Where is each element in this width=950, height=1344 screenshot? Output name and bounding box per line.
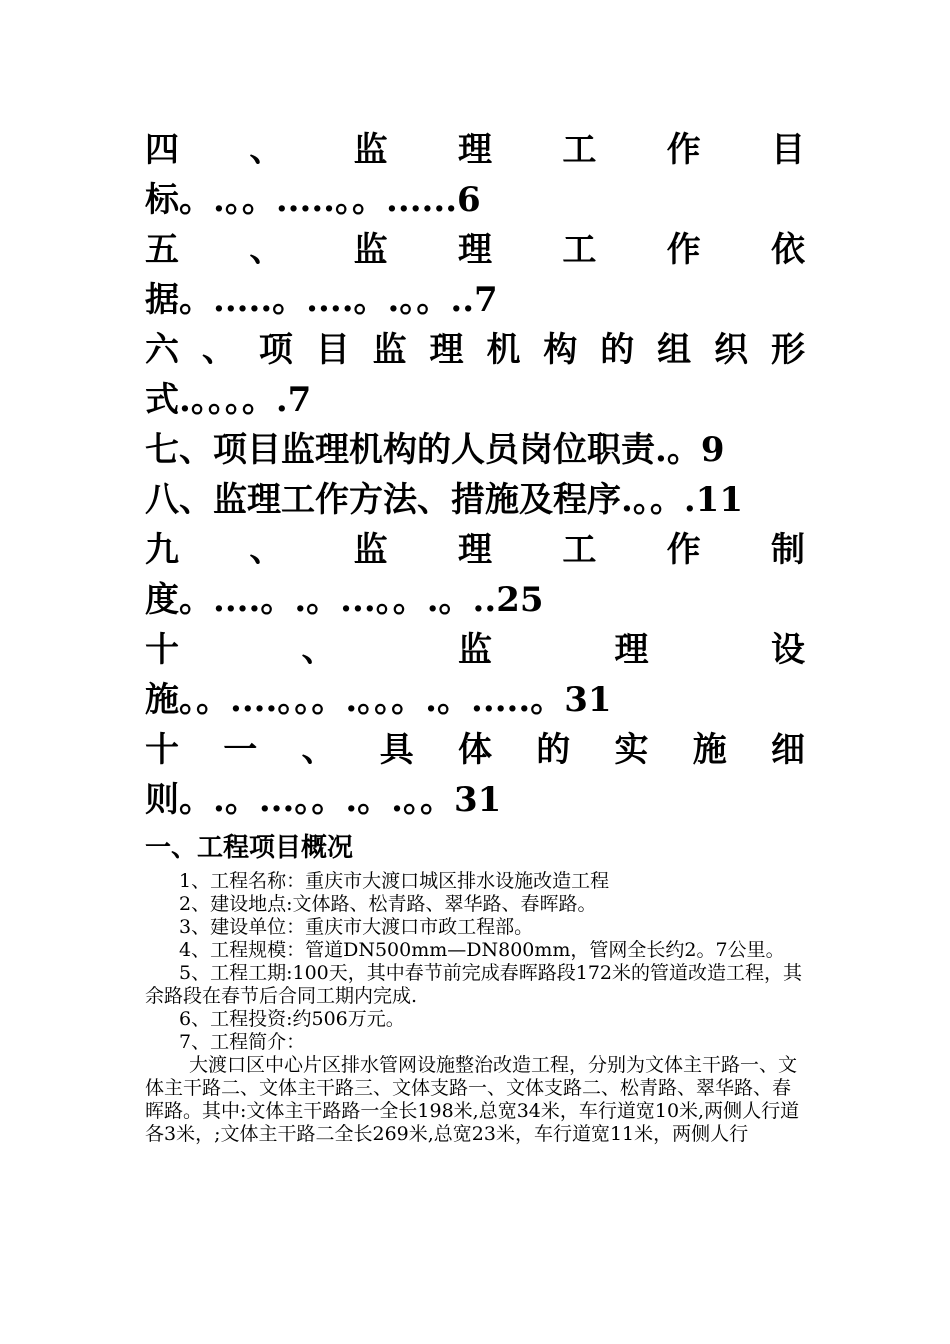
table-of-contents: [145, 125, 805, 825]
section-body: [145, 870, 807, 1146]
toc-char: 织: [714, 330, 749, 370]
toc-line: 据。.....。....。.。。..7: [145, 280, 498, 320]
toc-line: 八、监理工作方法、措施及程序.。。.11: [145, 480, 743, 520]
list-item: 2、建设地点:文体路、松青路、翠华路、春晖路。: [179, 893, 597, 915]
toc-char: 施: [692, 730, 727, 770]
toc-char: 组: [657, 330, 692, 370]
toc-line: 则。.。...。。.。.。。31: [145, 780, 502, 820]
body-paragraph: 大渡口区中心片区排水管网设施整治改造工程，分别为文体主干路一、文体主干路二、文体主干路三、文体支路一、文体支路二、松青路、翠华路、春晖路。其中:文体主干路路一全长198米,总宽34米，车行道宽10米,两侧人行道各3米，;文体主干路二全长269米,总宽23米，车行道宽11米，两侧人行: [145, 1054, 800, 1145]
toc-char: 作: [666, 530, 701, 570]
toc-char: 依: [770, 230, 805, 270]
toc-char: 、: [201, 330, 236, 370]
list-item: 3、建设单位：重庆市大渡口市政工程部。: [179, 916, 534, 938]
list-item: 1、工程名称：重庆市大渡口城区排水设施改造工程: [179, 870, 610, 892]
toc-char: 体: [458, 730, 492, 770]
toc-char: 作: [666, 130, 701, 170]
toc-char: 细: [771, 730, 805, 770]
toc-char: 制: [770, 530, 805, 570]
list-item: 5、工程工期:100天，其中春节前完成春晖路段172米的管道改造工程，其余路段在春节后合同工期内完成.: [145, 962, 803, 1007]
toc-line: 度。....。.。...。。.。..25: [145, 580, 544, 620]
toc-char: 五: [145, 230, 179, 270]
toc-char: 十: [145, 730, 179, 770]
toc-line: 标。.。。.....。。......6: [145, 180, 481, 220]
toc-char: 形: [770, 330, 805, 370]
toc-char: 四: [145, 130, 179, 170]
toc-char: 理: [457, 130, 492, 170]
toc-char: 项: [258, 330, 293, 370]
toc-char: 、: [249, 530, 284, 570]
toc-char: 监: [353, 130, 388, 170]
toc-char: 机: [486, 330, 521, 370]
toc-line: [145, 225, 805, 275]
toc-line: [145, 625, 805, 675]
toc-char: 监: [372, 330, 407, 370]
toc-char: 具: [379, 730, 414, 770]
toc-char: 一: [223, 730, 258, 770]
toc-char: 监: [353, 530, 388, 570]
toc-char: 理: [614, 630, 649, 670]
toc-char: 、: [301, 730, 336, 770]
section-heading: 一、工程项目概况: [145, 833, 354, 863]
list-item: 7、工程简介：: [179, 1031, 306, 1053]
toc-line: [145, 525, 805, 575]
list-item: 6、工程投资:约506万元。: [179, 1008, 405, 1030]
toc-char: 目: [770, 130, 805, 170]
toc-char: 、: [249, 130, 284, 170]
toc-char: 理: [457, 230, 492, 270]
toc-char: 六: [145, 330, 179, 370]
toc-char: 工: [562, 530, 597, 570]
toc-char: 十: [145, 630, 179, 670]
toc-char: 的: [536, 730, 571, 770]
toc-char: 、: [301, 630, 336, 670]
toc-char: 构: [543, 330, 578, 370]
toc-line: [145, 325, 805, 375]
toc-char: 设: [771, 630, 805, 670]
toc-char: 理: [429, 330, 464, 370]
toc-char: 作: [666, 230, 701, 270]
list-item: 4、工程规模：管道DN500mm—DN800mm，管网全长约2。7公里。: [179, 939, 785, 961]
toc-char: 、: [249, 230, 284, 270]
toc-char: 目: [315, 330, 350, 370]
toc-char: 的: [600, 330, 635, 370]
toc-line: [145, 125, 805, 175]
toc-line: [145, 725, 805, 775]
toc-char: 工: [562, 130, 597, 170]
toc-char: 监: [353, 230, 388, 270]
toc-char: 工: [562, 230, 597, 270]
toc-char: 理: [457, 530, 492, 570]
toc-line: 七、项目监理机构的人员岗位职责.。9: [145, 430, 725, 470]
toc-char: 监: [458, 630, 492, 670]
toc-char: 实: [614, 730, 649, 770]
toc-char: 九: [145, 530, 179, 570]
toc-line: 式.。。。。.7: [145, 380, 312, 420]
toc-line: 施。。....。。。.。。。.。.....。31: [145, 680, 612, 720]
